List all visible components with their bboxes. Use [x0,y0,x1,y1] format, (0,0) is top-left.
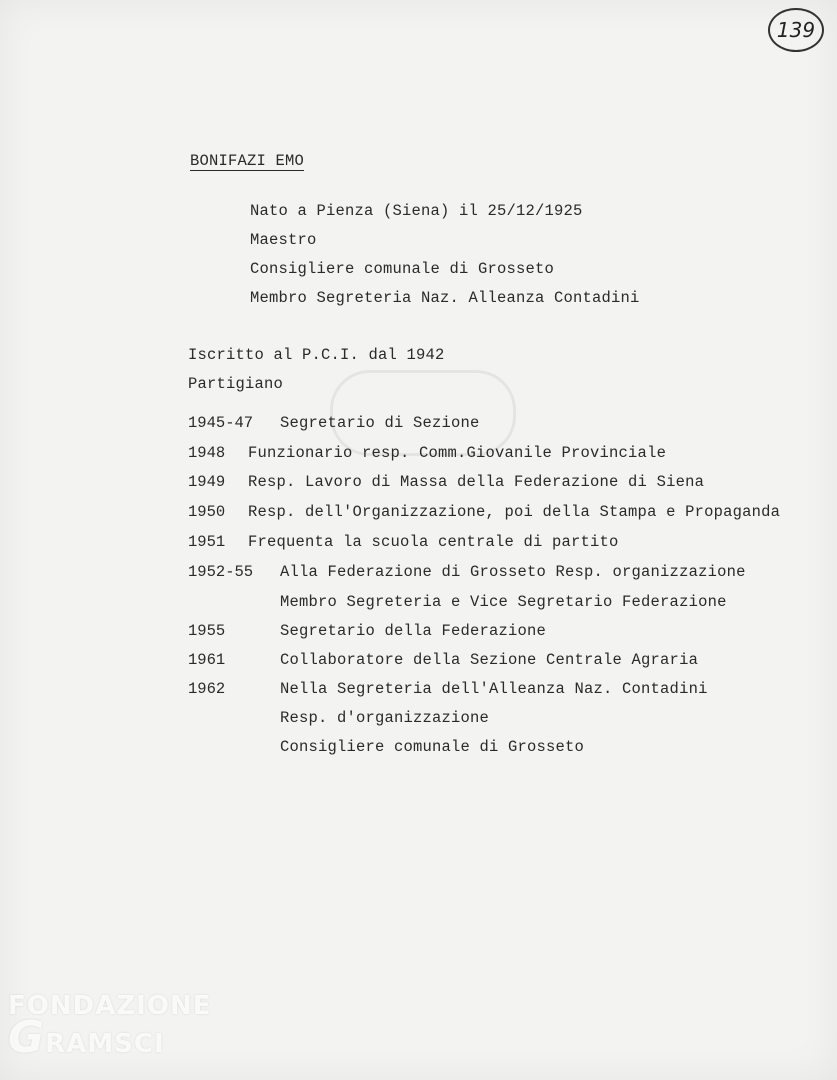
career-year: 1945-47 [188,414,254,432]
career-entry: Resp. d'organizzazione [280,709,490,727]
watermark-rest: RAMSCI [45,1029,165,1059]
career-year: 1949 [188,473,226,491]
career-year: 1961 [188,651,226,669]
career-entry: Membro Segreteria e Vice Segretario Federazione [280,593,727,611]
fondazione-gramsci-watermark [8,990,212,1063]
career-year: 1952-55 [188,563,254,581]
career-entry: Segretario di Sezione [280,414,480,432]
career-entry: Resp. dell'Organizzazione, poi della Stampa e Propaganda [248,503,781,521]
career-year: 1950 [188,503,226,521]
membership-role: Membro Segreteria Naz. Alleanza Contadini [250,289,640,307]
birth-info: Nato a Pienza (Siena) il 25/12/1925 [250,202,583,220]
party-enrollment: Iscritto al P.C.I. dal 1942 [188,346,445,364]
career-year: 1948 [188,444,226,462]
career-entry: Collaboratore della Sezione Centrale Agraria [280,651,699,669]
career-year: 1951 [188,533,226,551]
career-entry: Segretario della Federazione [280,622,547,640]
page-number: 139 [768,8,824,52]
career-year: 1962 [188,680,226,698]
profession: Maestro [250,231,317,249]
career-entry: Resp. Lavoro di Massa della Federazione di Siena [248,473,705,491]
partisan-status: Partigiano [188,375,284,393]
council-role: Consigliere comunale di Grosseto [250,260,555,278]
person-name-heading: BONIFAZI EMO [190,152,305,170]
career-entry: Frequenta la scuola centrale di partito [248,533,619,551]
career-entry: Consigliere comunale di Grosseto [280,738,585,756]
watermark-line2 [8,1012,211,1063]
watermark-initial: G [8,1012,46,1063]
career-entry: Nella Segreteria dell'Alleanza Naz. Contadini [280,680,708,698]
career-entry: Funzionario resp. Comm.Giovanile Provinciale [248,444,667,462]
watermark-line1: FONDAZIONE [8,991,212,1021]
career-year: 1955 [188,622,226,640]
career-entry: Alla Federazione di Grosseto Resp. organizzazione [280,563,746,581]
